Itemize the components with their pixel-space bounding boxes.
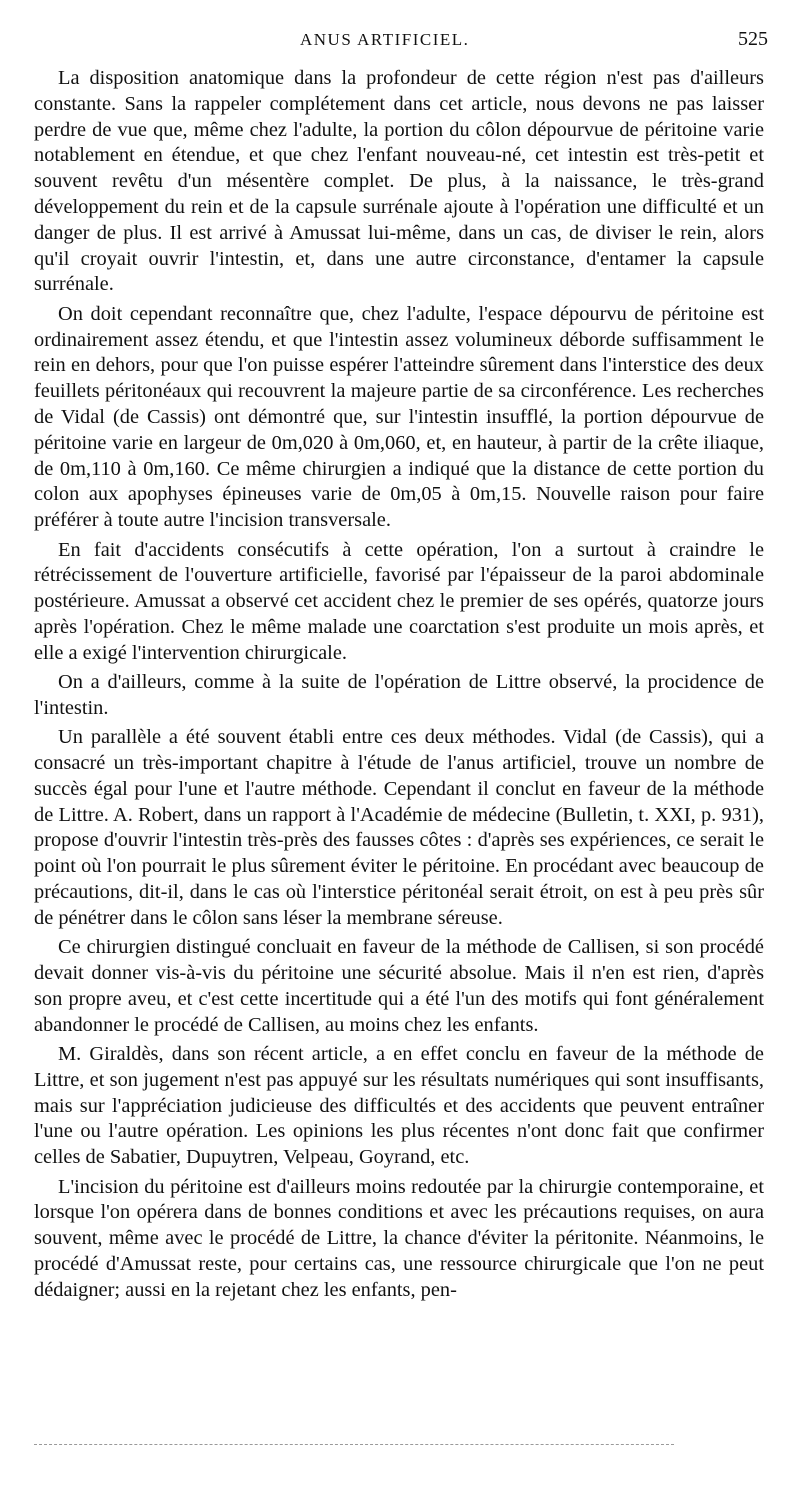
paragraph: L'incision du péritoine est d'ailleurs moins redoutée par la chirurgie contemporaine, et lorsque l'on opérera dans de bonnes conditions et avec les précautions requises, on aura souvent, même avec le procédé de Littre, la chance d'éviter la péritonite. Néanmoins, le procédé d'Amussat reste, pour certains cas, une ressource chirurgicale que l'on ne peut dédaigner; aussi en la rejetant chez les enfants, pen-: [34, 1175, 764, 1301]
paragraph: M. Giraldès, dans son récent article, a en effet conclu en faveur de la méthode de Littre, et son jugement n'est pas appuyé sur les résultats numériques qui sont insuffisants, mais sur l'appréciation judicieuse des difficultés et des accidents que peuvent entraîner l'une ou l'autre opération. Les opinions les plus récentes n'ont donc fait que confirmer celles de Sabatier, Dupuytren, Velpeau, Goyrand, etc.: [34, 1043, 764, 1169]
paragraph: La disposition anatomique dans la profondeur de cette région n'est pas d'ailleurs constante. Sans la rappeler complétement dans cet article, nous devons ne pas laisser perdre de vue que, même chez l'adulte, la portion du côlon dépourvue de péritoine varie notablement en étendue, et que chez l'enfant nouveau-né, cet intestin est très-petit et souvent revêtu d'un mésentère complet. De plus, à la naissance, le très-grand développement du rein et de la capsule surrénale ajoute à l'opération une difficulté et un danger de plus. Il est arrivé à Amussat lui-même, dans un cas, de diviser le rein, alors qu'il croyait ouvrir l'intestin, et, dans une autre circonstance, d'entamer la capsule surrénale.: [34, 67, 764, 296]
footer-rule: [34, 1444, 674, 1445]
paragraph: En fait d'accidents consécutifs à cette opération, l'on a surtout à craindre le rétrécissement de l'ouverture artificielle, favorisé par l'épaisseur de la paroi abdominale postérieure. Amussat a observé cet accident chez le premier de ses opérés, quatorze jours après l'opération. Chez le même malade une coarctation s'est produite un mois après, et elle a exigé l'intervention chirurgicale.: [34, 538, 764, 664]
paragraph: Ce chirurgien distingué concluait en faveur de la méthode de Callisen, si son procédé devait donner vis-à-vis du péritoine une sécurité absolue. Mais il n'en est rien, d'après son propre aveu, et c'est cette incertitude qui a été l'un des motifs qui font généralement abandonner le procédé de Callisen, au moins chez les enfants.: [34, 936, 764, 1036]
paragraph: On a d'ailleurs, comme à la suite de l'opération de Littre observé, la procidence de l'intestin.: [34, 671, 764, 719]
page-number: 525: [738, 28, 768, 50]
paragraph: On doit cependant reconnaître que, chez l'adulte, l'espace dépourvu de péritoine est ordinairement assez étendu, et que l'intestin assez volumineux déborde suffisamment le rein en dehors, pour que l'on puisse espérer l'atteindre sûrement dans l'interstice des deux feuillets péritonéaux qui recouvrent la majeure partie de sa circonférence. Les recherches de Vidal (de Cassis) ont démontré que, sur l'intestin insufflé, la portion dépourvue de péritoine varie en largeur de 0m,020 à 0m,060, et, en hauteur, à partir de la crête iliaque, de 0m,110 à 0m,160. Ce même chirurgien a indiqué que la distance de cette portion du colon aux apophyses épineuses varie de 0m,05 à 0m,15. Nouvelle raison pour faire préférer à toute autre l'incision transversale.: [34, 302, 764, 532]
body-text: [34, 66, 764, 1304]
running-title: ANUS ARTIFICIEL.: [300, 30, 470, 49]
paragraph: Un parallèle a été souvent établi entre ces deux méthodes. Vidal (de Cassis), qui a consacré un très-important chapitre à l'étude de l'anus artificiel, trouve un nombre de succès égal pour l'une et l'autre méthode. Cependant il conclut en faveur de la méthode de Littre. A. Robert, dans un rapport à l'Académie de médecine (Bulletin, t. XXI, p. 931), propose d'ouvrir l'intestin très-près des fausses côtes : d'après ses expériences, ce serait le point où l'on pourrait le plus sûrement éviter le péritoine. En procédant avec beaucoup de précautions, dit-il, dans le cas où l'interstice péritonéal serait étroit, on est à peu près sûr de pénétrer dans le côlon sans léser la membrane séreuse.: [34, 726, 764, 929]
